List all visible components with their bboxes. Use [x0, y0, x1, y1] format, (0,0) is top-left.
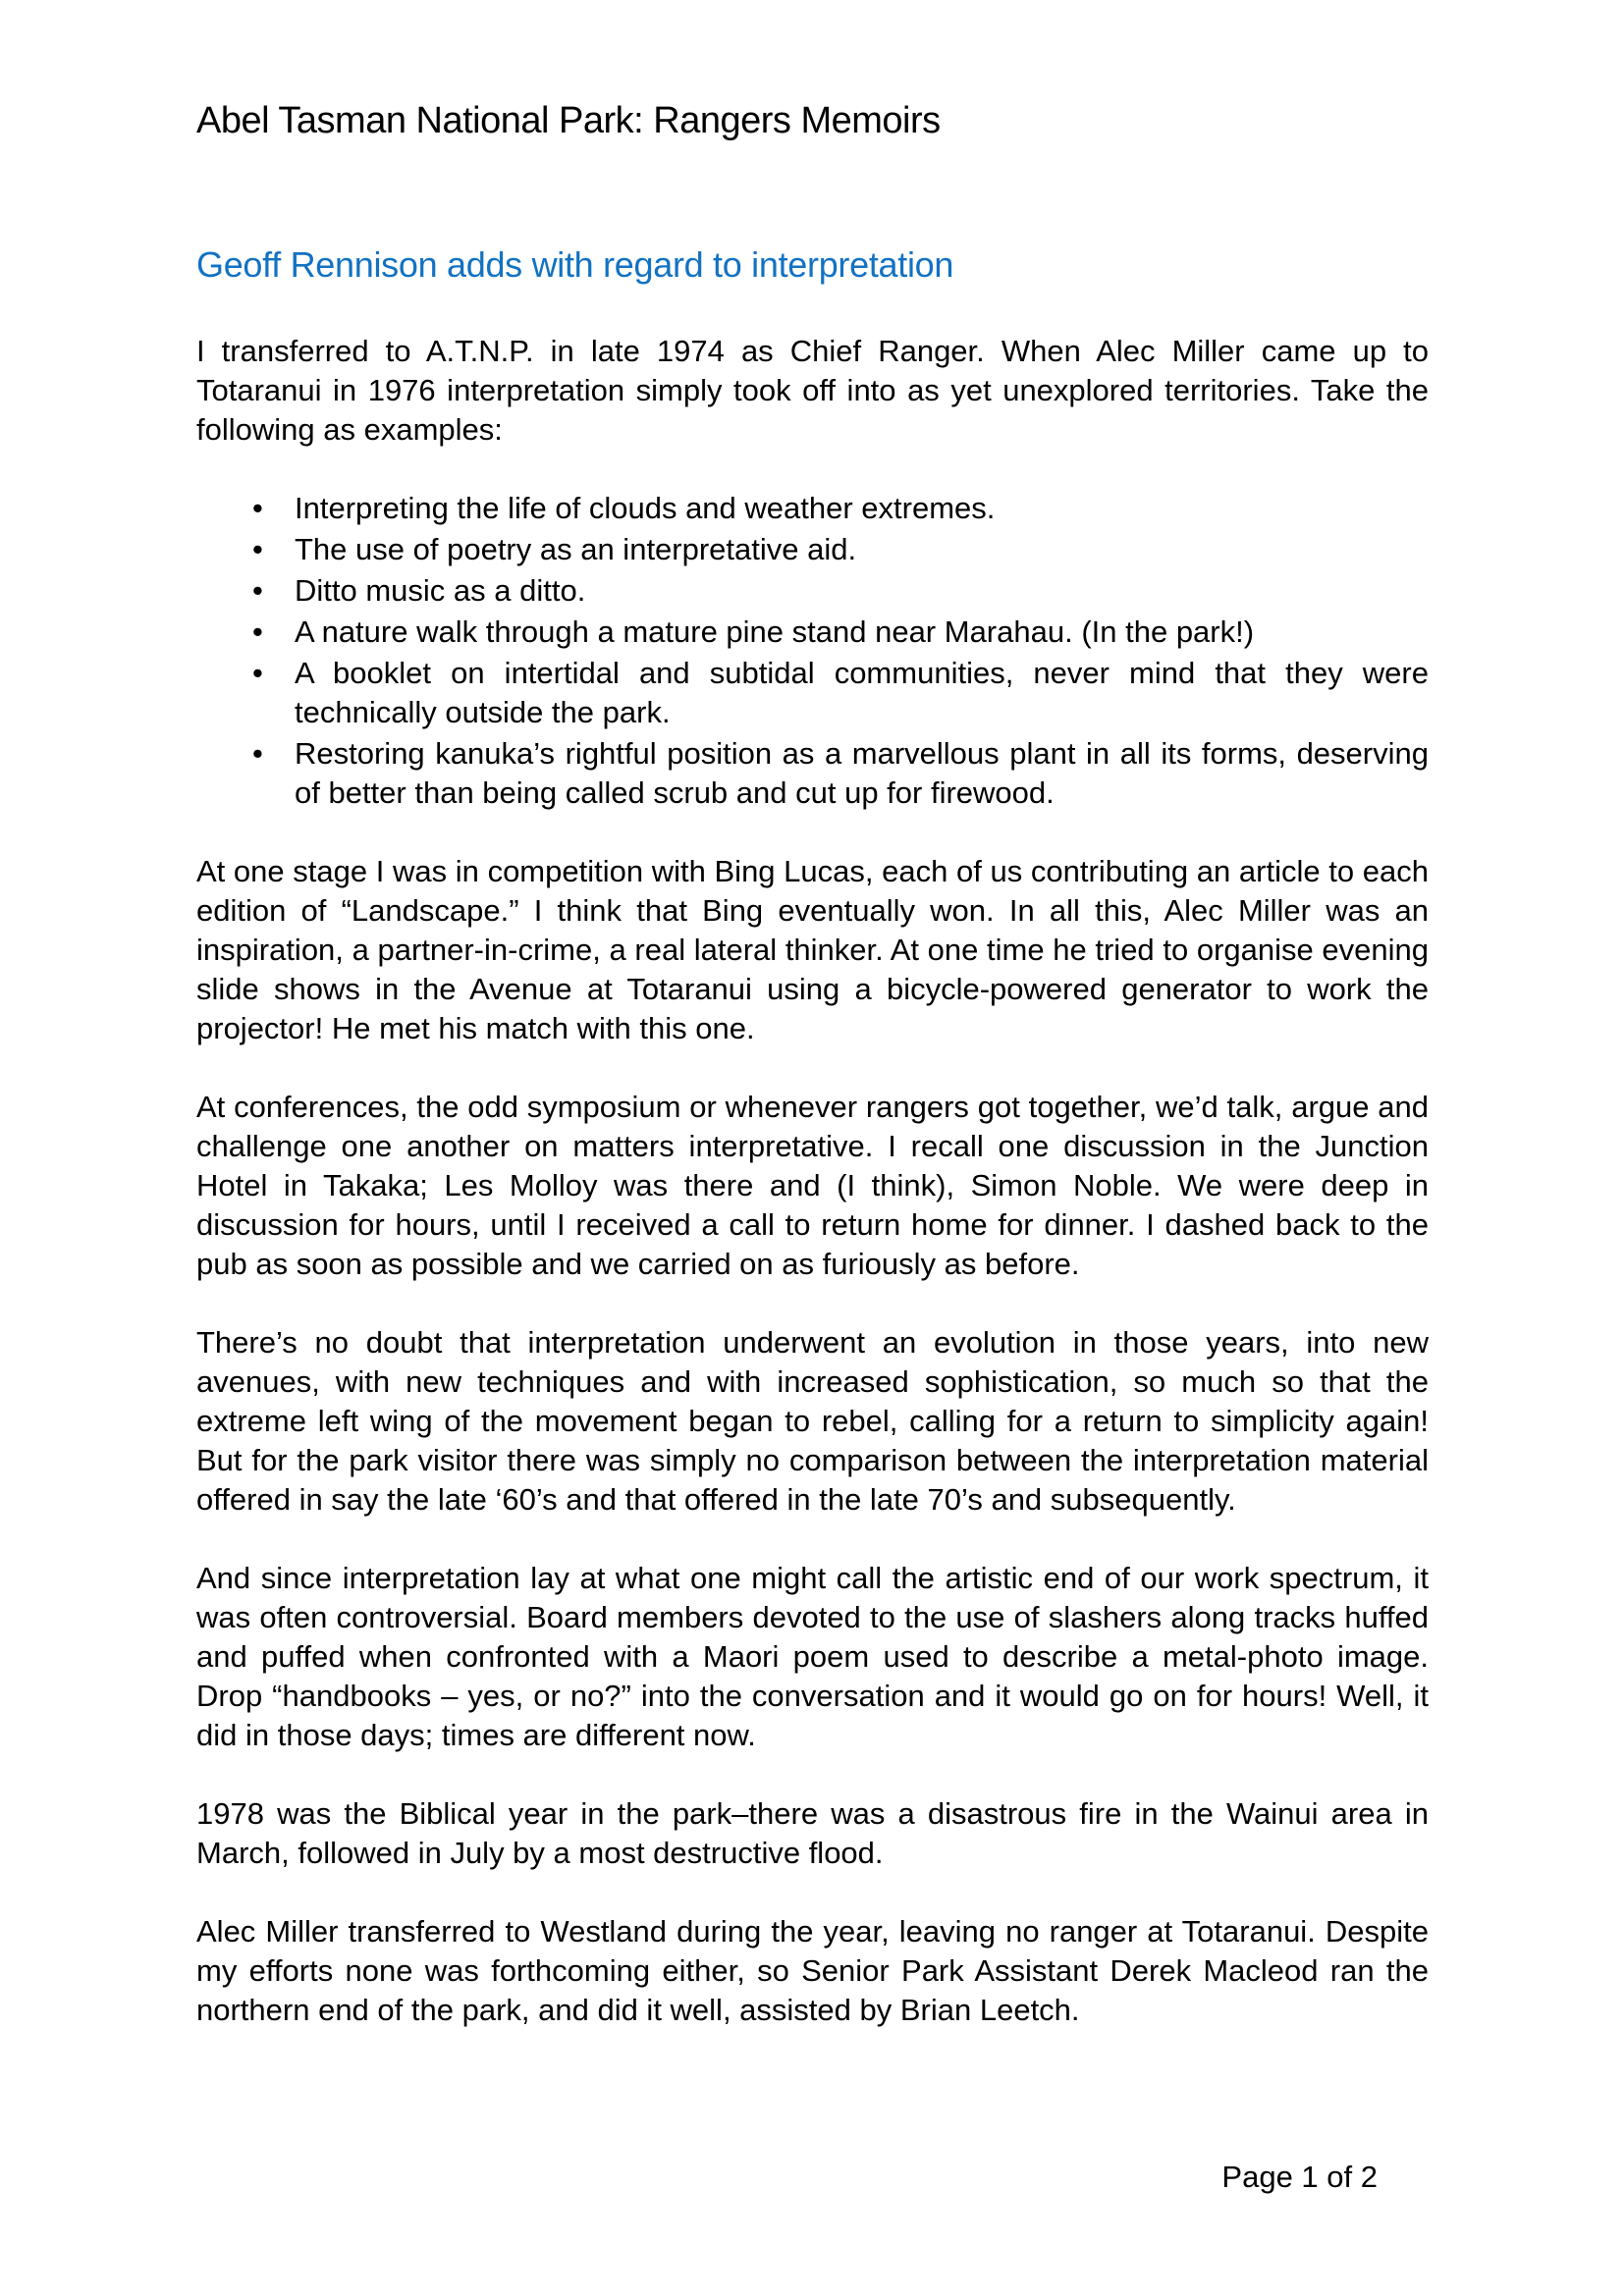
section-heading: Geoff Rennison adds with regard to interpretation	[196, 244, 954, 285]
bullet-item: • Restoring kanuka’s rightful position as a marvellous plant in all its forms, deserving of better than being called scrub and cut up for firewood.	[295, 734, 1429, 813]
body-paragraph: At one stage I was in competition with Bing Lucas, each of us contributing an article to each edition of “Landscape.” I think that Bing eventually won. In all this, Alec Miller was an inspiration, a partner-in-crime, a real lateral thinker. At one time he tried to organise evening slide shows in the Avenue at Totaranui using a bicycle-powered generator to work the projector! He met his match with this one.	[196, 854, 1429, 1045]
page-number-footer: Page 1 of 2	[1221, 2160, 1378, 2194]
document-title: Abel Tasman National Park: Rangers Memoirs	[196, 100, 941, 141]
body-paragraph: There’s no doubt that interpretation underwent an evolution in those years, into new avenues, with new techniques and with increased sophistication, so much so that the extreme left wing of the movement began to rebel, calling for a return to simplicity again! But for the park visitor there was simply no comparison between the interpretation material offered in say the late ‘60’s and that offered in the late 70’s and subsequently.	[196, 1325, 1429, 1517]
bullet-item: • A nature walk through a mature pine stand near Marahau. (In the park!)	[295, 613, 1429, 652]
bullet-item: • Interpreting the life of clouds and weather extremes.	[295, 489, 1429, 528]
bullet-item: • A booklet on intertidal and subtidal communities, never mind that they were technically outside the park.	[295, 654, 1429, 732]
body-paragraph: 1978 was the Biblical year in the park–there was a disastrous fire in the Wainui area in March, followed in July by a most destructive flood.	[196, 1796, 1429, 1870]
body-paragraph: Alec Miller transferred to Westland during the year, leaving no ranger at Totaranui. Despite my efforts none was forthcoming either, so Senior Park Assistant Derek Macleod ran the northern end of the park, and did it well, assisted by Brian Leetch.	[196, 1914, 1429, 2027]
examples-bullet-list	[196, 489, 1429, 813]
document-content	[196, 98, 1429, 2069]
intro-paragraph: I transferred to A.T.N.P. in late 1974 as Chief Ranger. When Alec Miller came up to Totaranui in 1976 interpretation simply took off into as yet unexplored territories. Take the following as examples:	[196, 334, 1429, 447]
body-paragraph: At conferences, the odd symposium or whenever rangers got together, we’d talk, argue and challenge one another on matters interpretative. I recall one discussion in the Junction Hotel in Takaka; Les Molloy was there and (I think), Simon Noble. We were deep in discussion for hours, until I received a call to return home for dinner. I dashed back to the pub as soon as possible and we carried on as furiously as before.	[196, 1090, 1429, 1281]
bullet-item: • Ditto music as a ditto.	[295, 571, 1429, 611]
bullet-item: • The use of poetry as an interpretative aid.	[295, 530, 1429, 569]
body-paragraph: And since interpretation lay at what one might call the artistic end of our work spectrum, it was often controversial. Board members devoted to the use of slashers along tracks huffed and puffed when confronted with a Maori poem used to describe a metal-photo image. Drop “handbooks – yes, or no?” into the conversation and it would go on for hours! Well, it did in those days; times are different now.	[196, 1561, 1429, 1752]
